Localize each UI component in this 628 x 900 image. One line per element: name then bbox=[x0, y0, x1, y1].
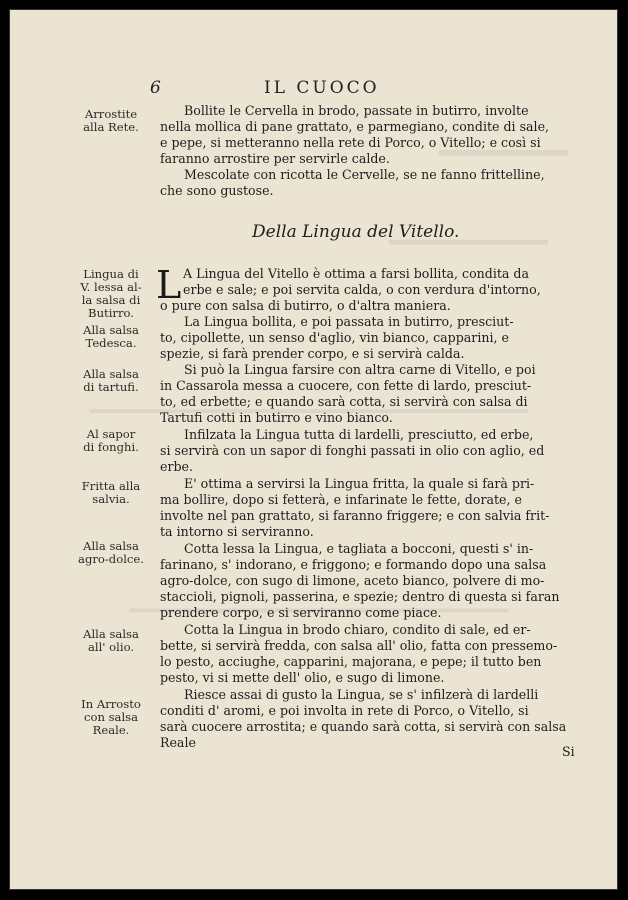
text-line: e pepe, si metteranno nella rete di Porco, o Vitello; e così si bbox=[160, 135, 541, 150]
text-line: faranno arrostire per servirle calde. bbox=[160, 151, 390, 166]
text-line: to, ed erbette; e quando sarà cotta, si servirà con salsa di bbox=[160, 394, 528, 409]
text-line: bette, si servirà fredda, con salsa all' olio, fatta con pressemo- bbox=[160, 638, 558, 653]
text-line: Tartufi cotti in butirro e vino bianco. bbox=[160, 410, 393, 425]
text-line: Cotta lessa la Lingua, e tagliata a bocconi, questi s' in- bbox=[184, 541, 534, 556]
text-line: che sono gustose. bbox=[160, 183, 274, 198]
text-line: Mescolate con ricotta le Cervelle, se ne fanno frittelline, bbox=[184, 167, 545, 182]
text-line: pesto, vi si mette dell' olio, e sugo di limone. bbox=[160, 670, 445, 685]
text-line: erbe e sale; e poi servita calda, o con verdura d'intorno, bbox=[183, 282, 541, 297]
text-line: o pure con salsa di butirro, o d'altra maniera. bbox=[160, 298, 451, 313]
margin-note: Alla salsa all' olio. bbox=[83, 627, 139, 654]
text-line: sarà cuocere arrostita; e quando sarà cotta, si servirà con salsa bbox=[160, 719, 567, 734]
page-number: 6 bbox=[150, 78, 161, 98]
text-line: prendere corpo, e si serviranno come piace. bbox=[160, 605, 442, 620]
margin-note: Lingua di V. lessa al- la salsa di Butirro. bbox=[80, 267, 142, 320]
margin-note: Fritta alla salvia. bbox=[81, 479, 141, 506]
text-line: spezie, si farà prender corpo, e si servirà calda. bbox=[160, 346, 465, 361]
text-line: agro-dolce, con sugo di limone, aceto bianco, polvere di mo- bbox=[160, 573, 545, 588]
text-line: Bollite le Cervella in brodo, passate in butirro, involte bbox=[184, 103, 529, 118]
text-line: ma bollire, dopo si fetterà, e infarinate le fette, dorate, e bbox=[160, 492, 522, 507]
margin-note: Arrostite alla Rete. bbox=[83, 107, 139, 134]
margin-note: Alla salsa di tartufi. bbox=[83, 367, 139, 394]
text-line: involte nel pan grattato, si faranno friggere; e con salvia frit- bbox=[160, 508, 550, 523]
text-line: lo pesto, acciughe, capparini, majorana, e pepe; il tutto ben bbox=[160, 654, 542, 669]
text-line: Infilzata la Lingua tutta di lardelli, presciutto, ed erbe, bbox=[184, 427, 534, 442]
text-line: si servirà con un sapor di fonghi passati in olio con aglio, ed bbox=[160, 443, 545, 458]
margin-note: Alla salsa Tedesca. bbox=[83, 323, 139, 350]
text-line: farinano, s' indorano, e friggono; e formando dopo una salsa bbox=[160, 557, 547, 572]
text-line: ta intorno si serviranno. bbox=[160, 524, 314, 539]
text-line: conditi d' aromi, e poi involta in rete di Porco, o Vitello, si bbox=[160, 703, 529, 718]
text-line: Si può la Lingua farsire con altra carne di Vitello, e poi bbox=[184, 362, 536, 377]
margin-note: Alla salsa agro-dolce. bbox=[78, 539, 144, 566]
text-line: staccioli, pignoli, passerina, e spezie; dentro di questa si faran bbox=[160, 589, 560, 604]
text-line: in Cassarola messa a cuocere, con fette di lardo, presciut- bbox=[160, 378, 532, 393]
drop-cap: L bbox=[156, 263, 182, 307]
running-title: IL CUOCO bbox=[264, 78, 380, 98]
text-line: E' ottima a servirsi la Lingua fritta, la quale si farà pri- bbox=[184, 476, 535, 491]
book-page bbox=[9, 9, 618, 890]
text-line: La Lingua bollita, e poi passata in butirro, presciut- bbox=[184, 314, 514, 329]
section-heading: Della Lingua del Vitello. bbox=[252, 222, 460, 242]
text-line: Riesce assai di gusto la Lingua, se s' infilzerà di lardelli bbox=[184, 687, 539, 702]
text-line: Cotta la Lingua in brodo chiaro, condito di sale, ed er- bbox=[184, 622, 531, 637]
text-line: nella mollica di pane grattato, e parmegiano, condite di sale, bbox=[160, 119, 550, 134]
text-line: A Lingua del Vitello è ottima a farsi bollita, condita da bbox=[183, 266, 530, 281]
margin-note: Al sapor di fonghi. bbox=[83, 427, 139, 454]
text-line: Reale bbox=[160, 735, 196, 750]
text-line: erbe. bbox=[160, 459, 193, 474]
catchword: Si bbox=[562, 744, 575, 759]
page-header bbox=[10, 78, 617, 100]
margin-note: In Arrosto con salsa Reale. bbox=[81, 697, 141, 737]
text-line: to, cipollette, un senso d'aglio, vin bianco, capparini, e bbox=[160, 330, 509, 345]
